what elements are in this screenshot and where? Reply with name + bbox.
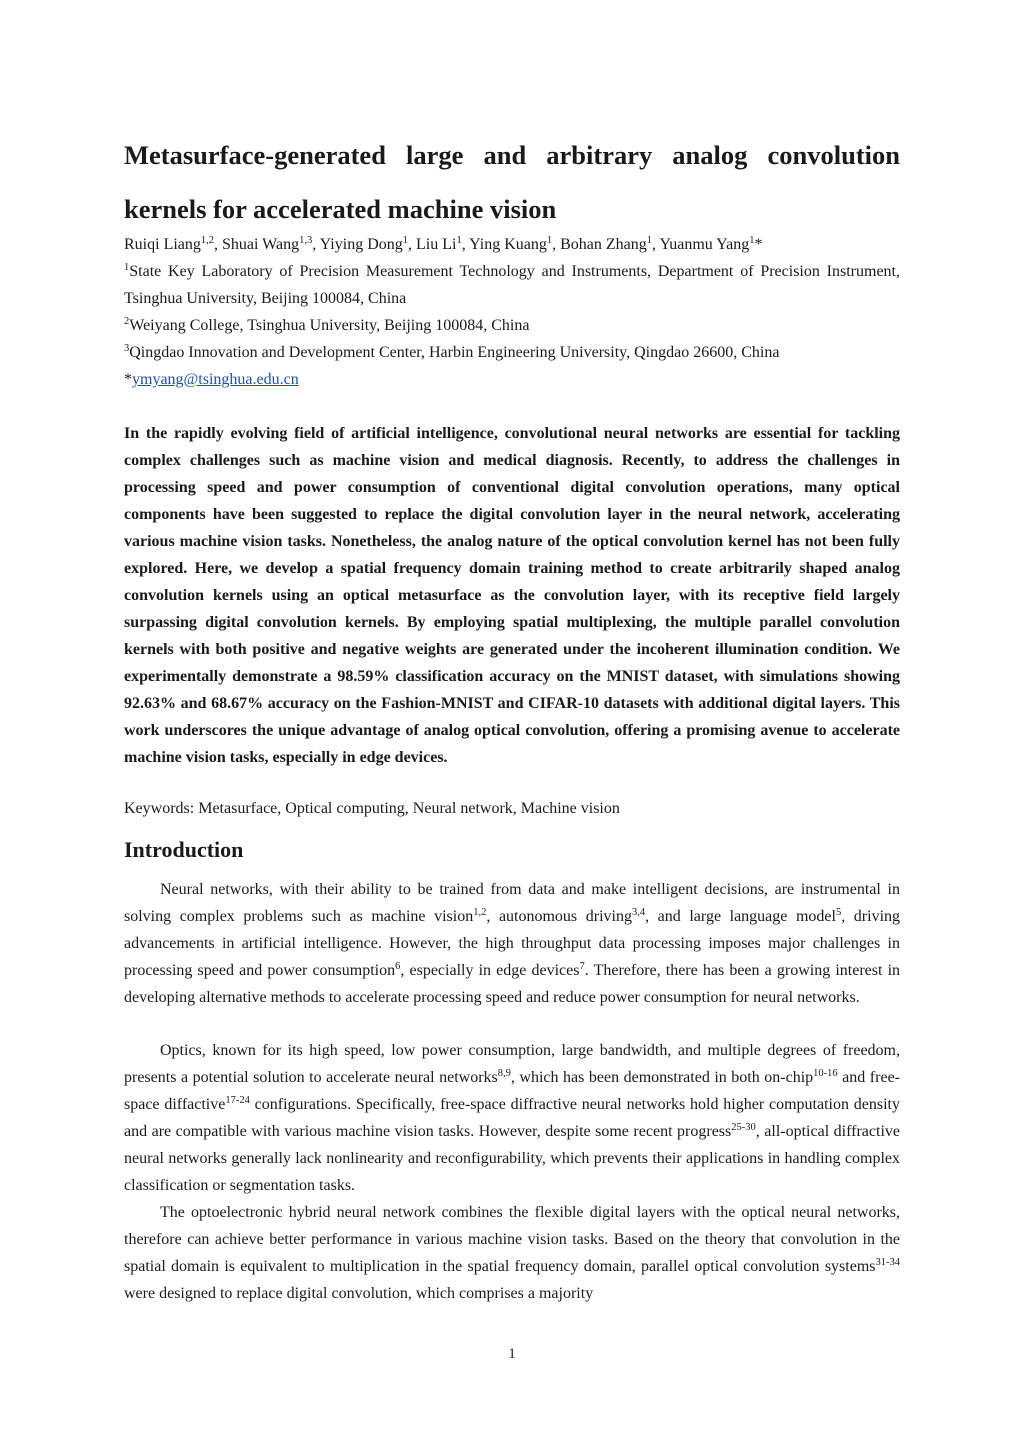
citation-sup: 3,4: [631, 907, 646, 918]
author-name: Ruiqi Liang: [124, 236, 201, 253]
intro-paragraph-2: [124, 1037, 900, 1199]
intro-paragraph-1: [124, 876, 900, 1011]
page-number: 1: [508, 1346, 516, 1362]
author-separator: ,: [408, 236, 416, 253]
paragraph-text: , which has been demonstrated in both on-chip: [510, 1069, 814, 1086]
section-heading-introduction: Introduction: [124, 837, 244, 862]
affiliation-text: State Key Laboratory of Precision Measurement Technology and Instruments, Department of Precision Instrument, Tsinghua University, Beijing 100084, China: [124, 263, 900, 307]
author-separator: ,: [461, 236, 470, 253]
citation-sup: 8,9: [497, 1068, 511, 1079]
title-line-1: Metasurface-generated large and arbitrary analog convolution: [124, 140, 900, 170]
affiliation-text: Qingdao Innovation and Development Center, Harbin Engineering University, Qingdao 26600, China: [129, 344, 780, 361]
author-name: Yuanmu Yang: [659, 236, 750, 253]
paragraph-text: were designed to replace digital convolution, which comprises a majority: [124, 1285, 594, 1302]
author-affiliation-sup: 1,2: [200, 235, 215, 246]
affiliation-2: [124, 312, 900, 339]
corresponding-email: [124, 366, 900, 393]
author-separator: *: [754, 236, 763, 253]
citation-sup: 10-16: [813, 1068, 838, 1079]
paragraph-text: Neural networks, with their ability to be trained from data and make intelligent decisions, are instrumental in solving complex problems such as machine vision: [124, 881, 900, 925]
author-affiliation-sup: 1: [749, 235, 755, 246]
author-name: Bohan Zhang: [560, 236, 647, 253]
paragraph-text: configurations. Specifically, free-space diffractive neural networks hold higher computation density and are compatible with various machine vision tasks. However, despite some recent progress: [124, 1096, 900, 1140]
email-link[interactable]: ymyang@tsinghua.edu.cn: [132, 371, 299, 388]
author-affiliation-sup: 1,3: [299, 235, 313, 246]
author-name: Shuai Wang: [222, 236, 300, 253]
author-name: Ying Kuang: [469, 236, 547, 253]
author-name: Liu Li: [416, 236, 457, 253]
affiliation-text: Weiyang College, Tsinghua University, Beijing 100084, China: [129, 317, 530, 334]
author-affiliation-sup: 1: [402, 235, 408, 246]
affiliation-number: 1: [124, 262, 130, 273]
paragraph-text: , especially in edge devices: [400, 962, 580, 979]
citation-sup: 31-34: [875, 1257, 900, 1268]
paper-title: [124, 128, 900, 236]
paragraph-text: , driving advancements in artificial intelligence. However, the high throughput data processing imposes major challenges in processing speed and power consumption: [124, 908, 901, 979]
citation-sup: 5: [835, 907, 842, 918]
citation-sup: 7: [579, 961, 585, 972]
intro-paragraph-3: [124, 1199, 900, 1307]
author-separator: ,: [552, 236, 561, 253]
author-affiliation-sup: 1: [456, 235, 462, 246]
paragraph-text: . Therefore, there has been a growing interest in developing alternative methods to accelerate processing speed and reduce power consumption for neural networks.: [124, 962, 901, 1006]
abstract: In the rapidly evolving field of artificial intelligence, convolutional neural networks are essential for tackling complex challenges such as machine vision and medical diagnosis. Recently, to address the challenges in processing speed and power consumption of conventional digital convolution operations, many optical components have been suggested to replace the digital convolution layer in the neural network, accelerating various machine vision tasks. Nonetheless, the analog nature of the optical convolution kernel has not been fully explored. Here, we develop a spatial frequency domain training method to create arbitrarily shaped analog convolution kernels using an optical metasurface as the convolution layer, with its receptive field largely surpassing digital convolution kernels. By employing spatial multiplexing, the multiple parallel convolution kernels with both positive and negative weights are generated under the incoherent illumination condition. We experimentally demonstrate a 98.59% classification accuracy on the MNIST dataset, with simulations showing 92.63% and 68.67% accuracy on the Fashion-MNIST and CIFAR-10 datasets with additional digital layers. This work underscores the unique advantage of analog optical convolution, offering a promising avenue to accelerate machine vision tasks, especially in edge devices.: [124, 425, 900, 766]
affiliation-number: 3: [124, 343, 130, 354]
author-list: [124, 231, 900, 258]
paragraph-text: , and large language model: [645, 908, 836, 925]
title-line-2: kernels for accelerated machine vision: [124, 194, 557, 224]
citation-sup: 6: [395, 961, 401, 972]
paragraph-text: , all-optical diffractive neural networks generally lack nonlinearity and reconfigurability, which prevents their applications in handling complex classification or segmentation tasks.: [124, 1123, 900, 1194]
affiliation-1: [124, 258, 900, 312]
author-affiliation-sup: 1: [646, 235, 653, 246]
citation-sup: 25-30: [731, 1122, 756, 1133]
keywords: Keywords: Metasurface, Optical computing, Neural network, Machine vision: [124, 800, 620, 817]
affiliation-3: [124, 339, 900, 366]
citation-sup: 17-24: [225, 1095, 250, 1106]
author-affiliation-sup: 1: [546, 235, 553, 246]
paragraph-text: Optics, known for its high speed, low power consumption, large bandwidth, and multiple degrees of freedom, presents a potential solution to accelerate neural networks: [124, 1042, 900, 1086]
author-name: Yiying Dong: [319, 236, 403, 253]
author-separator: ,: [652, 236, 660, 253]
paragraph-text: The optoelectronic hybrid neural network combines the flexible digital layers with the optical neural networks, therefore can achieve better performance in various machine vision tasks. Based on the theory that convolution in the spatial domain is equivalent to multiplication in the spatial frequency domain, parallel optical convolution systems: [124, 1204, 900, 1275]
paragraph-text: , autonomous driving: [486, 908, 632, 925]
citation-sup: 1,2: [473, 907, 487, 918]
affiliation-number: 2: [124, 316, 130, 327]
paragraph-text: and free-space diffactive: [124, 1069, 900, 1113]
author-separator: ,: [214, 236, 223, 253]
email-prefix: *: [124, 371, 132, 388]
author-separator: ,: [312, 236, 320, 253]
